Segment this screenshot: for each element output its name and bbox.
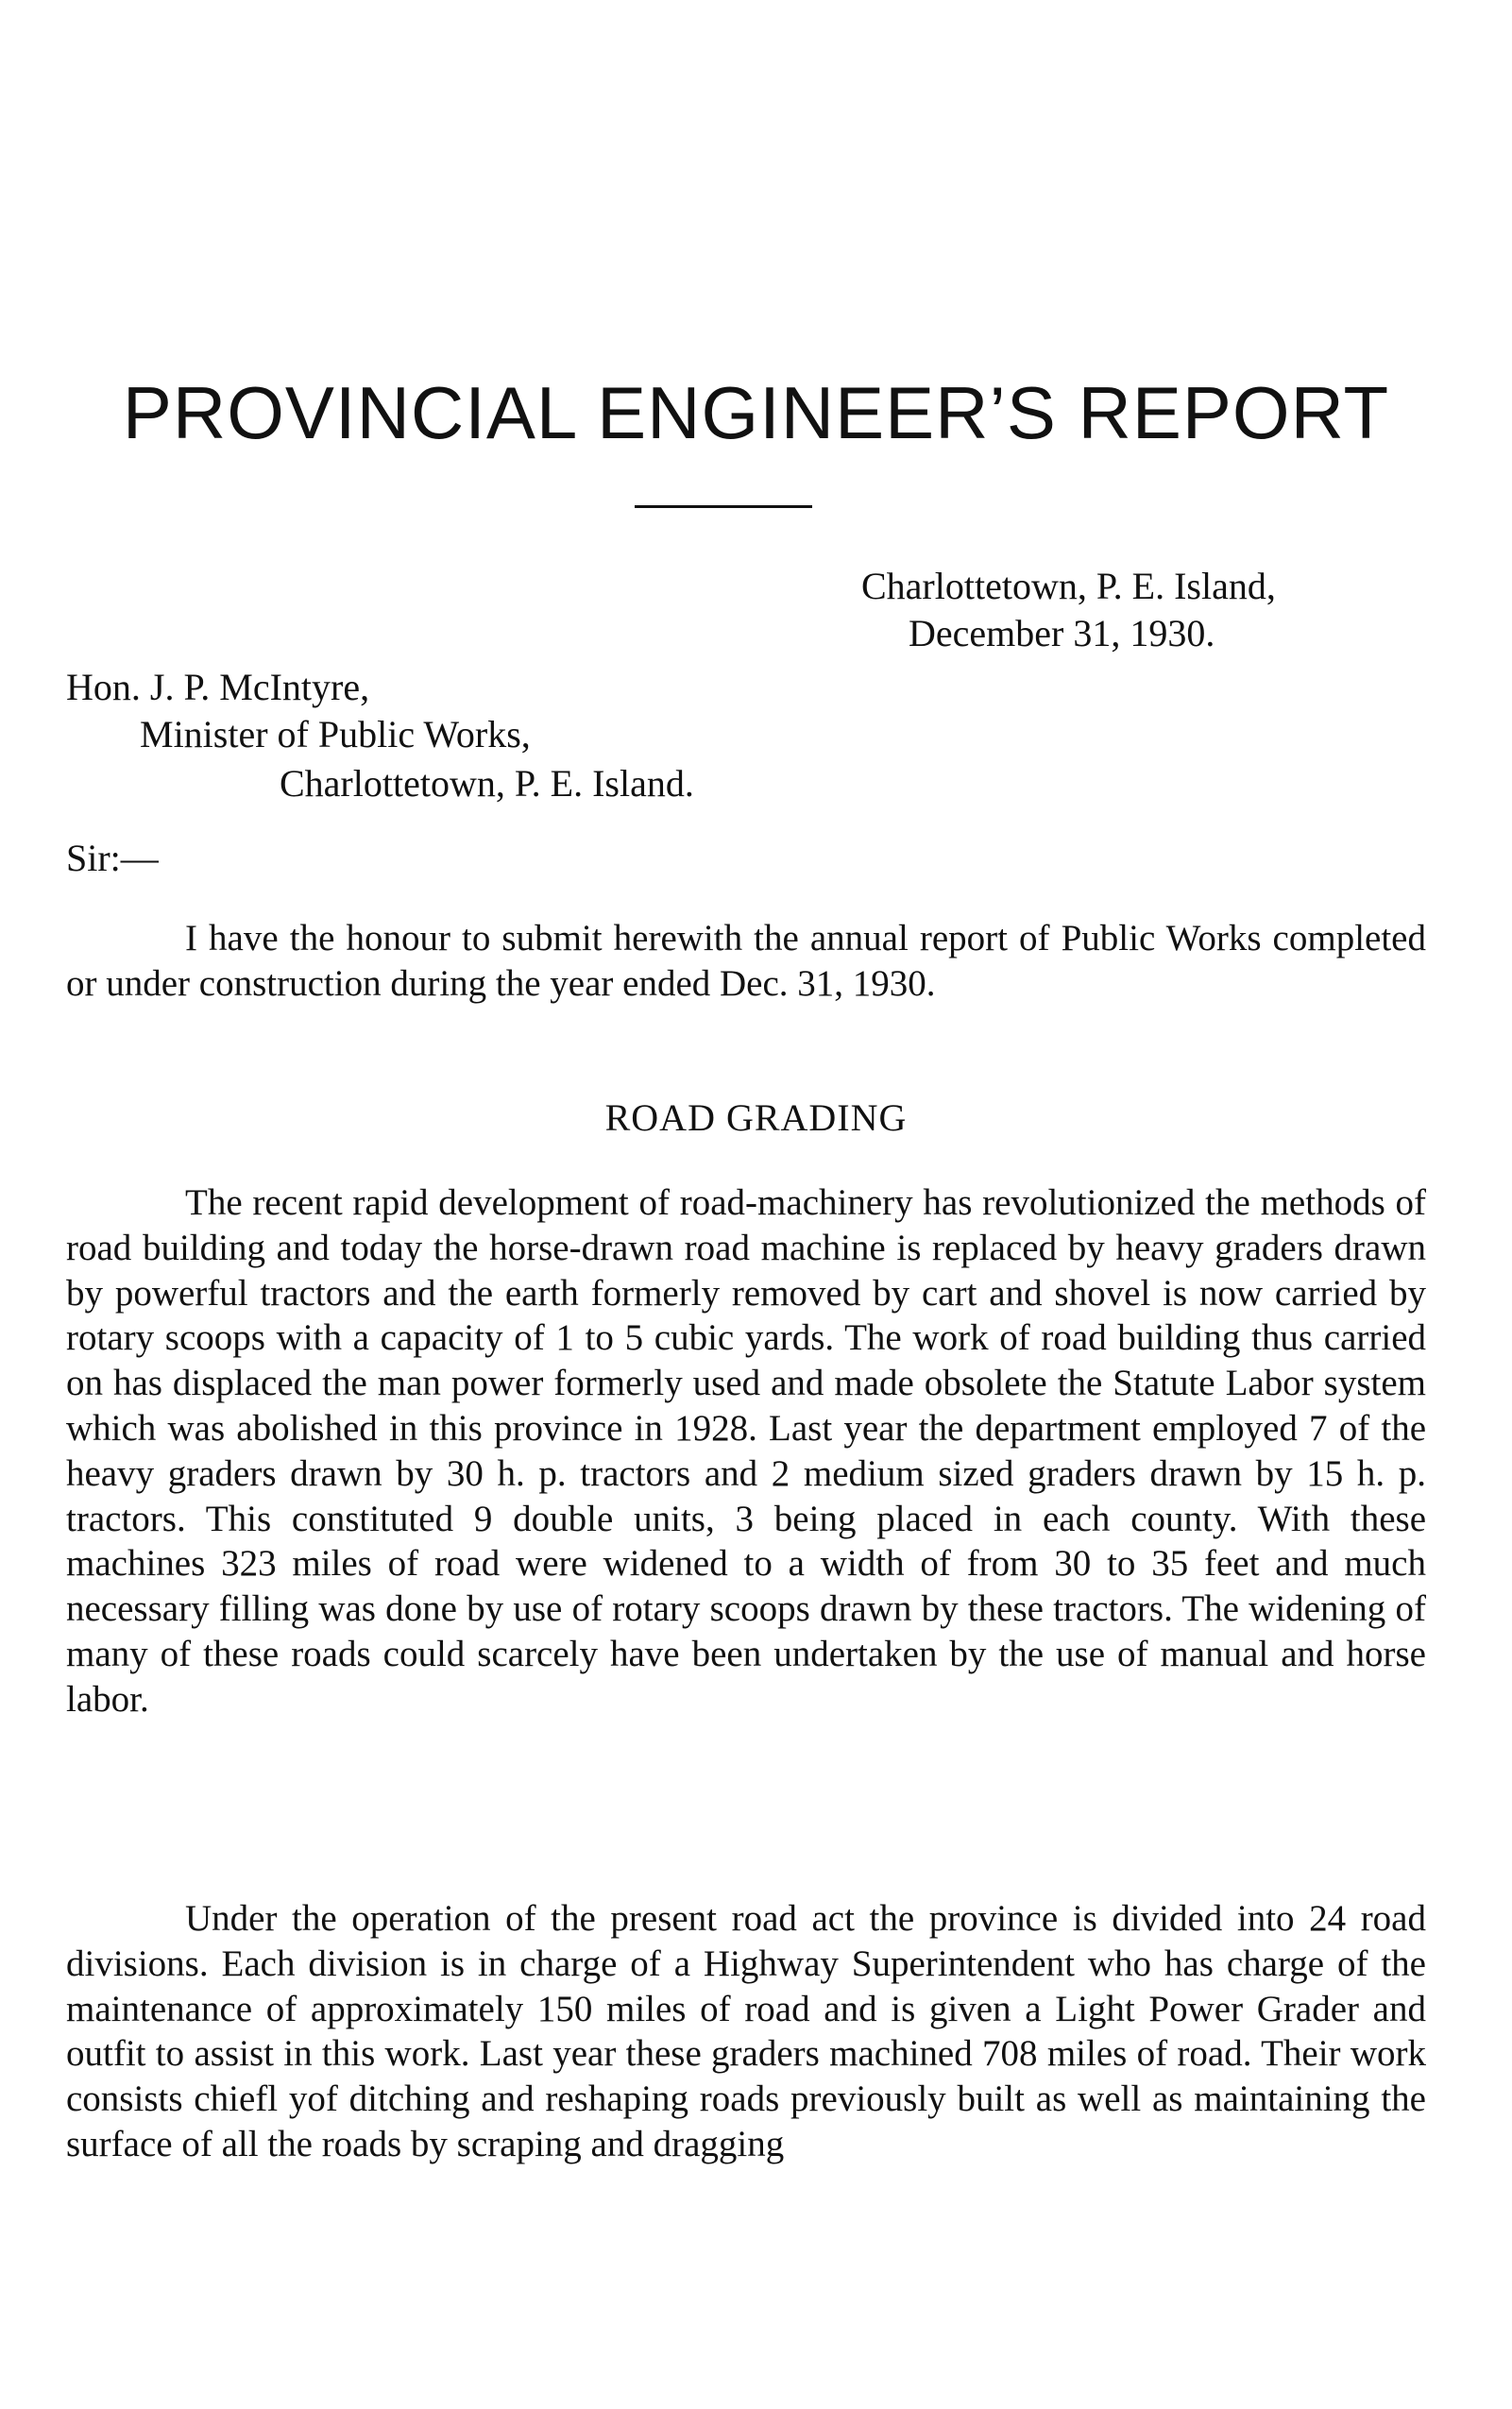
salutation: Sir:—: [66, 837, 159, 879]
addressee-office: Minister of Public Works,: [140, 713, 531, 755]
report-title: PROVINCIAL ENGINEER’S REPORT: [122, 371, 1390, 454]
letter-date: December 31, 1930.: [909, 612, 1215, 654]
intro-paragraph: I have the honour to submit herewith the annual report of Public Works completed or under construction during the year ended Dec. 31, 1930.: [66, 918, 1426, 1004]
addressee-name: Hon. J. P. McIntyre,: [66, 666, 370, 708]
body-paragraph: Under the operation of the present road act the province is divided into 24 road divisions. Each division is in charge of a Highway Superintendent who has charge of the maintenance of approximately 150 miles of road and is given a Light Power Grader and outfit to assist in this work. Last year these graders machined 708 miles of road. Their work consists chiefl yof ditching and reshaping roads previously built as well as maintaining the surface of all the roads by scraping and dragging: [66, 1898, 1426, 2164]
section-heading: ROAD GRADING: [604, 1096, 908, 1139]
letter-place: Charlottetown, P. E. Island,: [861, 565, 1276, 607]
title-divider: [635, 505, 812, 508]
body-paragraph: The recent rapid development of road-machinery has revolutionized the methods of road building and today the horse-drawn road machine is replaced by heavy graders drawn by powerful tractors and the earth formerly removed by cart and shovel is now carried by rotary scoops with a capacity of 1 to 5 cubic yards. The work of road building thus carried on has displaced the man power formerly used and made obsolete the Statute Labor system which was abolished in this province in 1928. Last year the department employed 7 of the heavy graders drawn by 30 h. p. tractors and 2 medium sized graders drawn by 15 h. p. tractors. This constituted 9 double units, 3 being placed in each county. With these machines 323 miles of road were widened to a width of from 30 to 35 feet and much necessary filling was done by use of rotary scoops drawn by these tractors. The widening of many of these roads could scarcely have been undertaken by the use of manual and horse labor.: [66, 1182, 1426, 1720]
addressee-city: Charlottetown, P. E. Island.: [280, 762, 694, 805]
